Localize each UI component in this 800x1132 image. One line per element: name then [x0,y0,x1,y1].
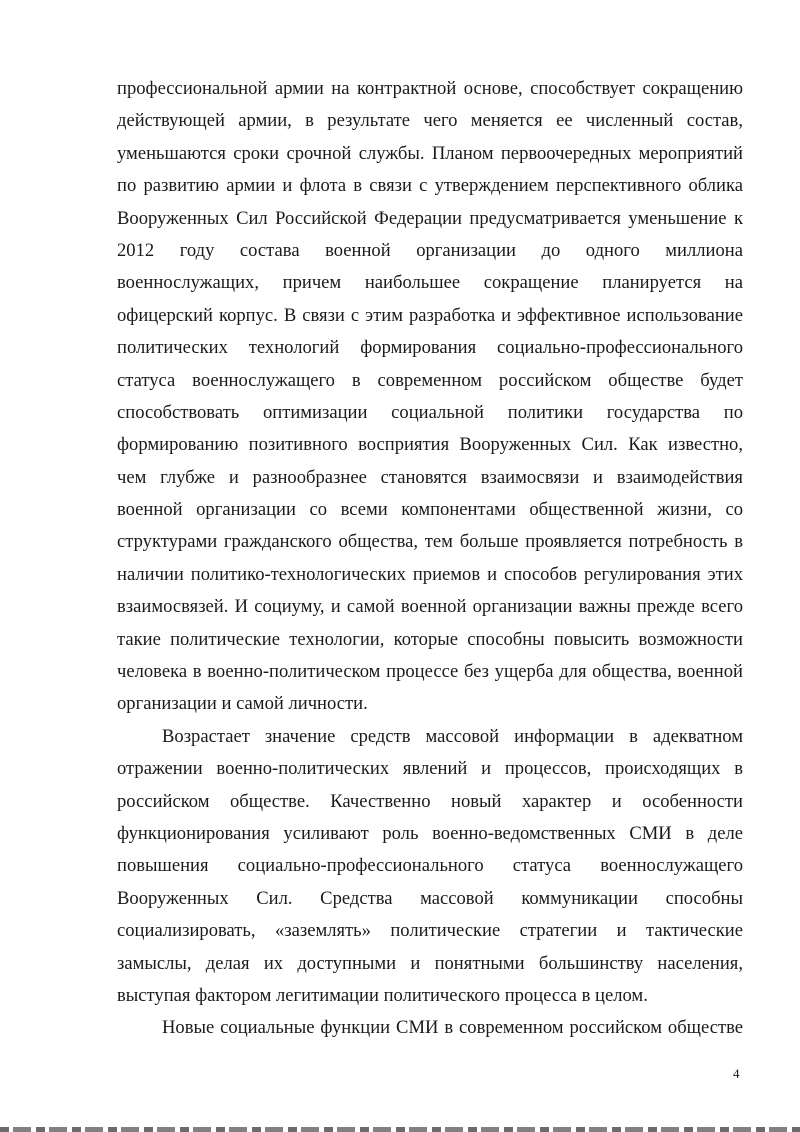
text-line: политических технологий формирования социально-профессионального [117,337,743,359]
text-line: формированию позитивного восприятия Вооруженных Сил. Как известно, [117,434,743,456]
paragraph-first-line: Возрастает значение средств массовой информации в адекватном [162,725,743,747]
text-line: человека в военно-политическом процессе без ущерба для общества, военной [117,661,743,683]
text-line: российском обществе. Качественно новый характер и особенности [117,790,743,812]
text-line: военнослужащих, причем наибольшее сокращение планируется на [117,272,743,294]
text-line: функционирования усиливают роль военно-ведомственных СМИ в деле [117,822,743,844]
text-line: замыслы, делая их доступными и понятными большинству населения, [117,952,743,974]
text-line: статуса военнослужащего в современном российском обществе будет [117,369,743,391]
text-line: отражении военно-политических явлений и процессов, происходящих в [117,758,743,780]
text-line: повышения социально-профессионального статуса военнослужащего [117,855,743,877]
text-line: социализировать, «заземлять» политические стратегии и тактические [117,920,743,942]
text-line: профессиональной армии на контрактной основе, способствует сокращению [117,78,743,99]
text-line: военной организации со всеми компонентами общественной жизни, со [117,499,743,521]
text-line: по развитию армии и флота в связи с утверждением перспективного облика [117,175,743,197]
paragraph-first-line: Новые социальные функции СМИ в современном российском обществе [162,1017,743,1039]
text-line: уменьшаются сроки срочной службы. Планом первоочередных мероприятий [117,142,743,164]
text-line: такие политические технологии, которые способны повысить возможности [117,628,743,650]
paragraph-end-line: выступая фактором легитимации политического процесса в целом. [117,984,648,1006]
text-line: способствовать оптимизации социальной политики государства по [117,401,743,423]
text-line: офицерский корпус. В связи с этим разработка и эффективное использование [117,304,743,326]
page-number: 4 [733,1066,740,1081]
text-line: Вооруженных Сил. Средства массовой коммуникации способны [117,887,743,909]
text-line: 2012 году состава военной организации до одного миллиона [117,239,743,261]
text-line: структурами гражданского общества, тем больше проявляется потребность в [117,531,743,553]
scan-bottom-edge [0,1127,800,1132]
body-text [117,73,743,1045]
text-line: взаимосвязей. И социуму, и самой военной организации важны прежде всего [117,596,743,618]
text-line: действующей армии, в результате чего меняется ее численный состав, [117,110,743,132]
text-line: чем глубже и разнообразнее становятся взаимосвязи и взаимодействия [117,466,743,488]
text-line: наличии политико-технологических приемов и способов регулирования этих [117,563,743,585]
paragraph-end-line: организации и самой личности. [117,693,368,715]
text-line: Вооруженных Сил Российской Федерации предусматривается уменьшение к [117,207,743,229]
